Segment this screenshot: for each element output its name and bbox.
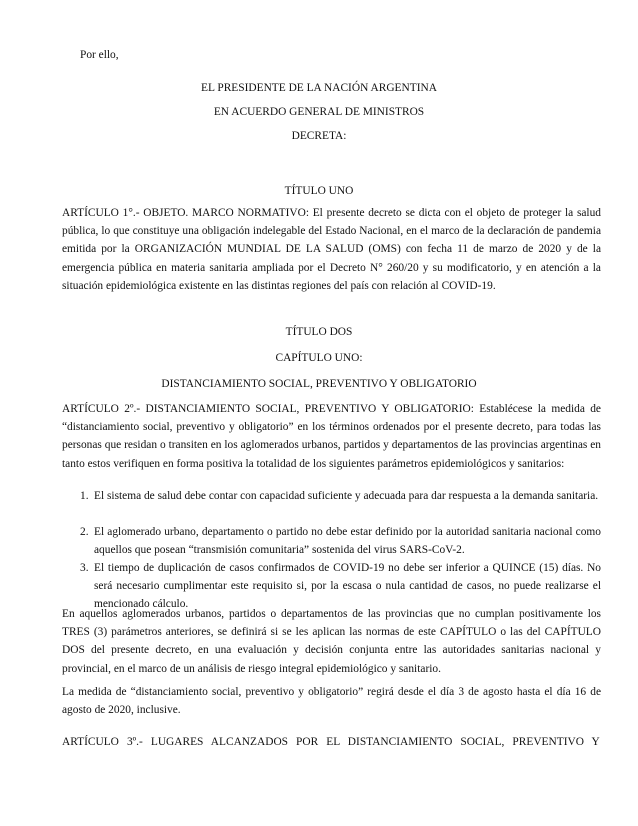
articulo-2-paragraph: ARTÍCULO 2º.- DISTANCIAMIENTO SOCIAL, PREVENTIVO Y OBLIGATORIO: Establécese la medida de “distanciamiento social, preventivo y obligatorio” en los términos ordenados por el presente decreto, para todas las personas que residan o transiten en los aglomerados urbanos, partidos y departamentos de las provincias argentinas en tanto estos verifiquen en forma positiva la totalidad de los siguientes parámetros epidemiológicos y sanitarios:	[62, 403, 601, 470]
articulo-1-paragraph: ARTÍCULO 1°.- OBJETO. MARCO NORMATIVO: El presente decreto se dicta con el objeto de proteger la salud pública, lo que constituye una obligación indelegable del Estado Nacional, en el marco de la declaración de pandemia emitida por la ORGANIZACIÓN MUNDIAL DE LA SALUD (OMS) con fecha 11 de marzo de 2020 y de la emergencia pública en materia sanitaria ampliada por el Decreto N° 260/20 y su modificatorio, y en atención a la situación epidemiológica existente en las distintas regiones del país con relación al COVID-19.	[62, 207, 601, 292]
list-item-text: El tiempo de duplicación de casos confirmados de COVID-19 no debe ser inferior a QUINCE (15) días. No será necesario cumplimentar este requisito si, por la escasa o nula cantidad de casos, no puede realizarse el mencionado cálculo.	[94, 562, 601, 611]
list-number: 2.	[80, 526, 89, 538]
vigencia-paragraph: La medida de “distanciamiento social, preventivo y obligatorio” regirá desde el día 3 de agosto hasta el día 16 de agosto de 2020, inclusive.	[62, 686, 601, 717]
heading-president: EL PRESIDENTE DE LA NACIÓN ARGENTINA	[201, 82, 437, 94]
articulo-3-heading: ARTÍCULO 3º.- LUGARES ALCANZADOS POR EL DISTANCIAMIENTO SOCIAL, PREVENTIVO Y	[62, 736, 600, 748]
list-item-text: El sistema de salud debe contar con capacidad suficiente y adecuada para dar respuesta a la demanda sanitaria.	[94, 490, 599, 502]
list-number: 1.	[80, 490, 89, 502]
list-item-text: El aglomerado urbano, departamento o partido no debe estar definido por la autoridad sanitaria nacional como aquellos que posean “transmisión comunitaria” sostenida del virus SARS-CoV-2.	[94, 526, 601, 557]
list-number: 3.	[80, 562, 89, 574]
titulo-dos: TÍTULO DOS	[285, 326, 353, 338]
aglomerados-paragraph: En aquellos aglomerados urbanos, partidos o departamentos de las provincias que no cumplan positivamente los TRES (3) parámetros anteriores, se definirá si se les aplican las normas de este CAPÍTULO o las del CAPÍTULO DOS del presente decreto, en una evaluación y decisión conjunta entre las autoridades sanitarias nacional y provincial, en el marco de un análisis de riesgo integral epidemiológico y sanitario.	[62, 608, 601, 675]
titulo-uno: TÍTULO UNO	[284, 185, 354, 197]
intro-text: Por ello,	[80, 49, 119, 61]
capitulo-uno-name: DISTANCIAMIENTO SOCIAL, PREVENTIVO Y OBLIGATORIO	[161, 378, 477, 390]
capitulo-uno-heading: CAPÍTULO UNO:	[275, 352, 363, 364]
heading-decreta: DECRETA:	[291, 130, 347, 142]
heading-acuerdo: EN ACUERDO GENERAL DE MINISTROS	[213, 106, 425, 118]
